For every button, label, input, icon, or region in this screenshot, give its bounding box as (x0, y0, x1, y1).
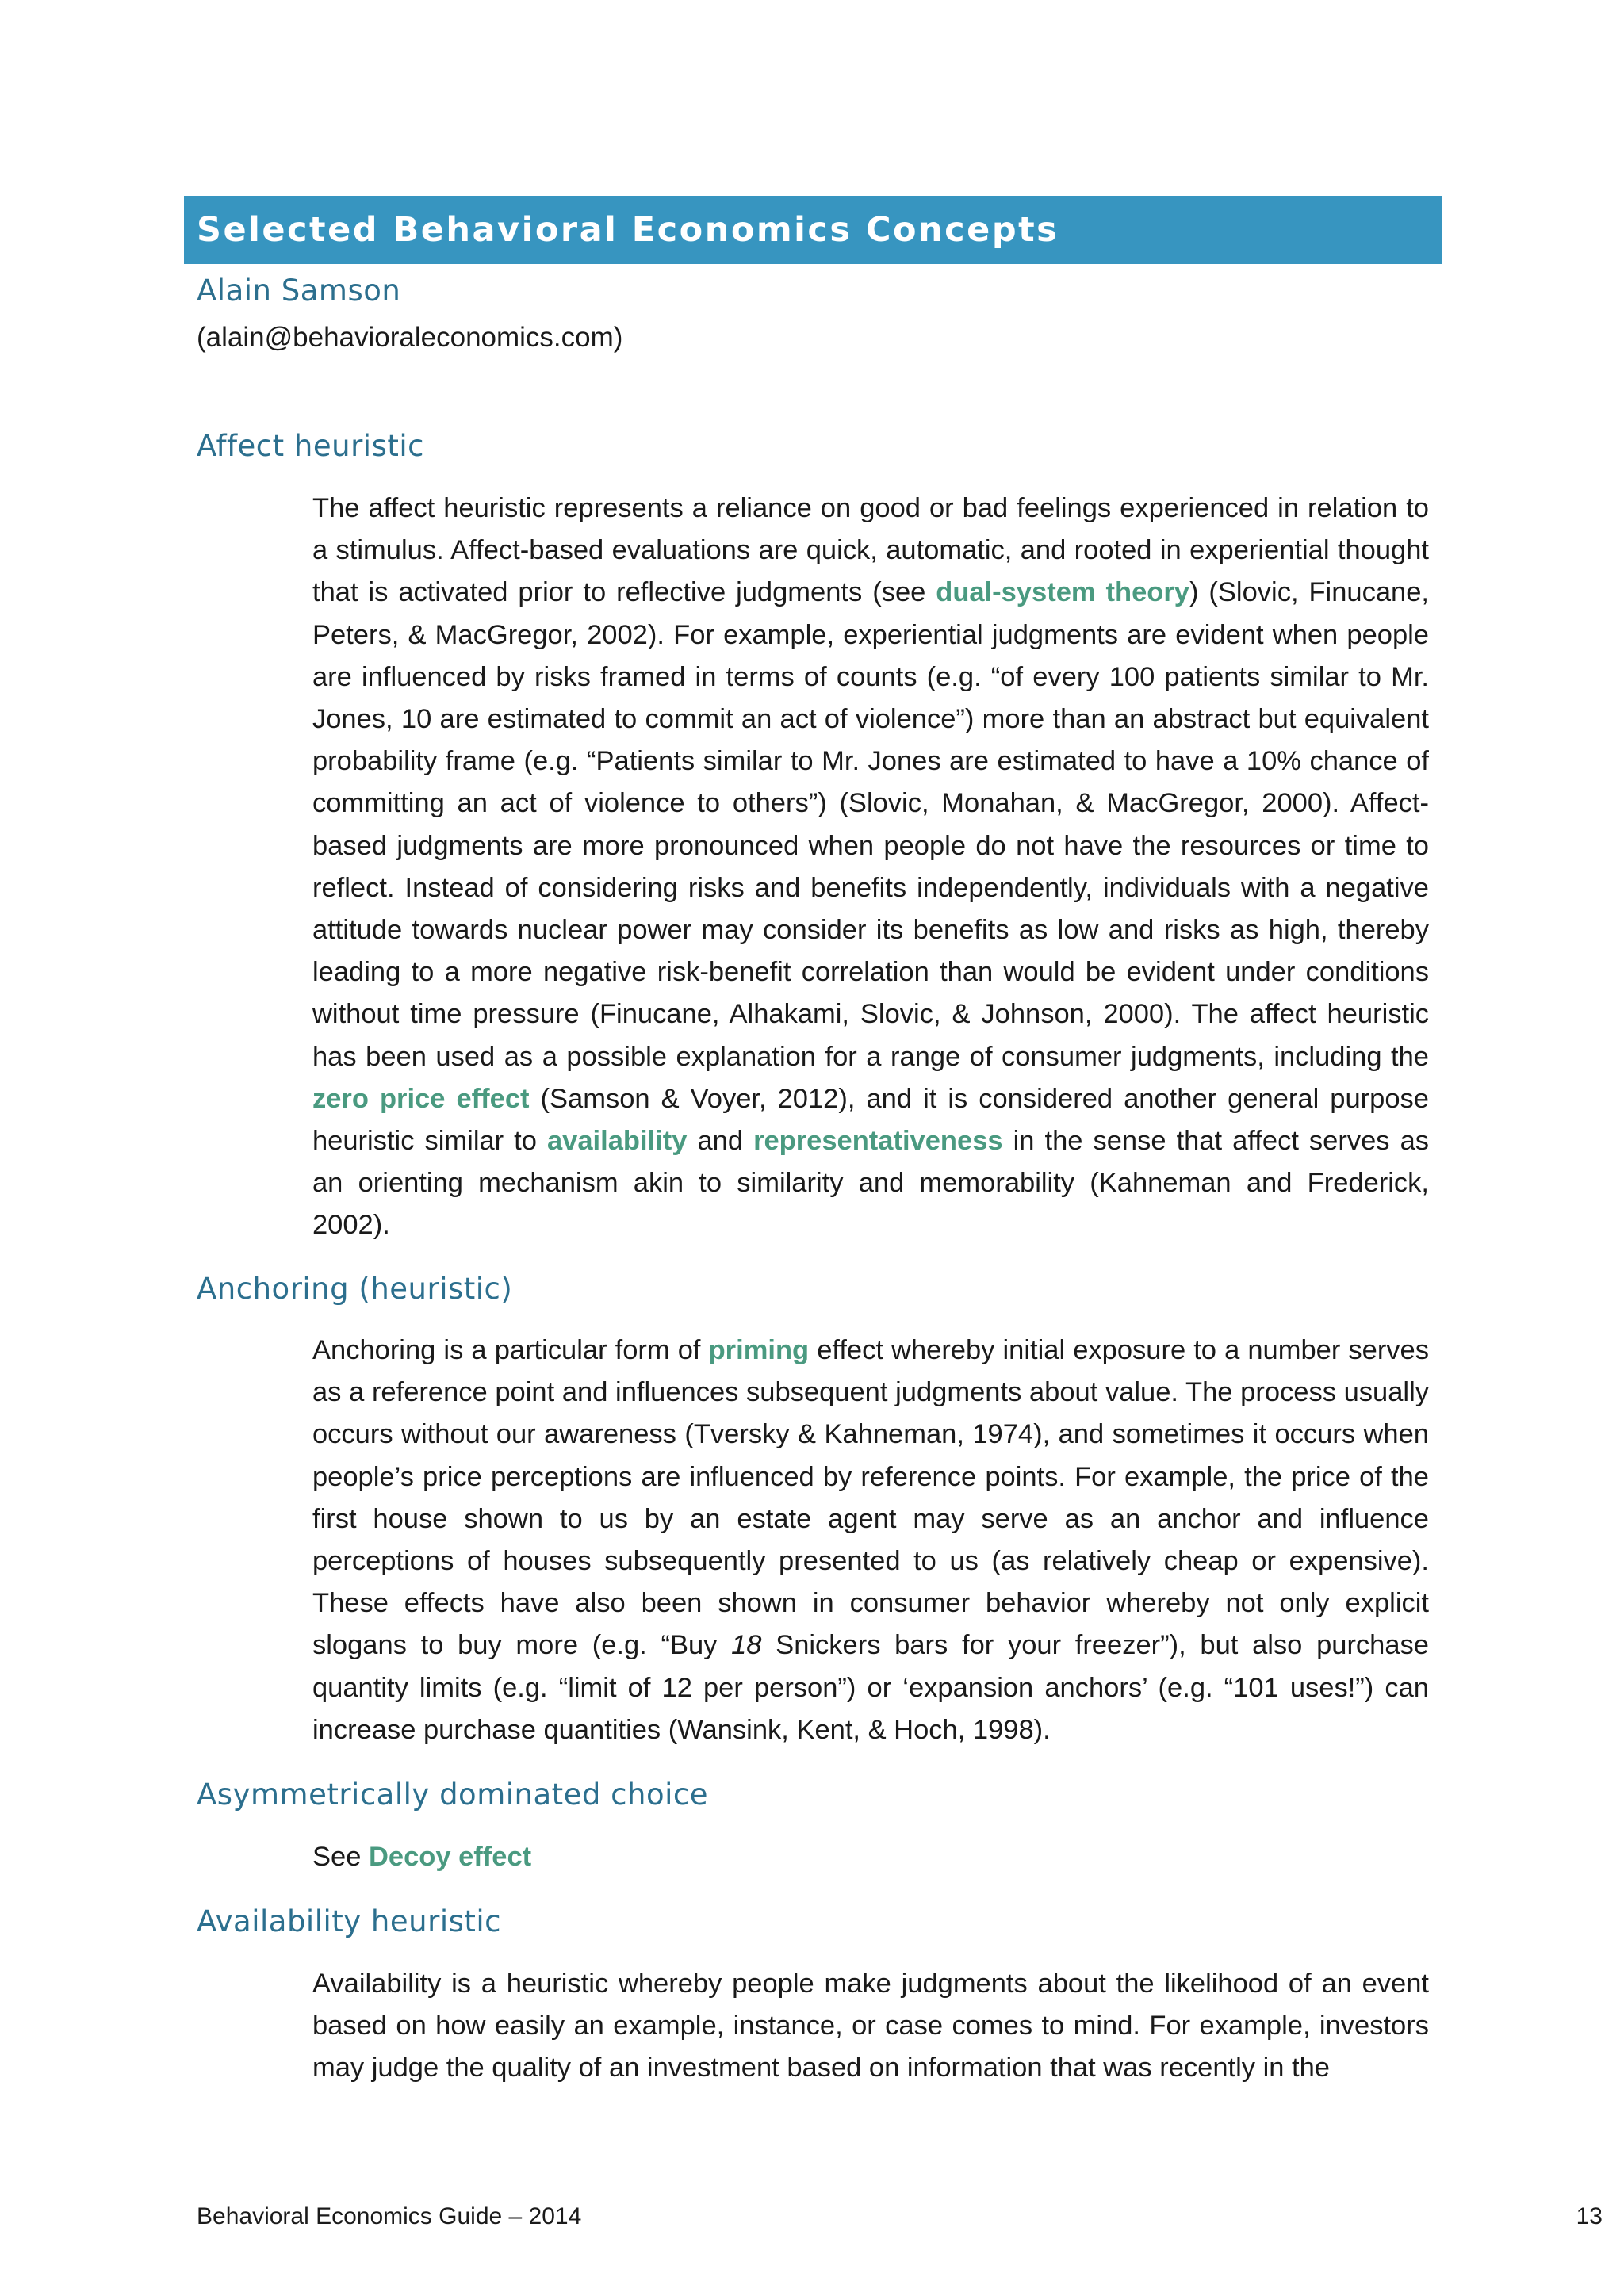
footer-guide-title: Behavioral Economics Guide – 2014 (197, 2203, 582, 2229)
page-number: 13 (1576, 2203, 1603, 2229)
text-run: See (312, 1842, 369, 1872)
link-representativeness[interactable]: representativeness (753, 1126, 1003, 1157)
link-dual-system-theory[interactable]: dual-system theory (936, 577, 1189, 608)
heading-anchoring: Anchoring (heuristic) (197, 1272, 513, 1306)
paragraph-affect-heuristic (312, 488, 1429, 1247)
paragraph-asymmetric (312, 1836, 1429, 1878)
page-title: Selected Behavioral Economics Concepts (197, 210, 1059, 250)
text-run: (Samson & Voyer, 2012), and it is considered another general purpose heuristic similar to (312, 1083, 1429, 1157)
text-run: and (687, 1126, 754, 1157)
text-run: Snickers bars for your freezer”), but also purchase quantity limits (e.g. “limit of 12 per person”) or ‘expansion anchors’ (e.g. “101 uses!”) can increase purchase quantities (Wansink, Kent, & Hoch, 1998). (312, 1630, 1429, 1745)
link-zero-price-effect[interactable]: zero price effect (312, 1083, 530, 1114)
text-run: The affect heuristic represents a reliance on good or bad feelings experienced in relation to a stimulus. Affect-based evaluations are quick, automatic, and rooted in experiential thought that is activated prior to reflective judgments (see (312, 493, 1429, 608)
title-banner (184, 196, 1442, 264)
text-run: Availability is a heuristic whereby people make judgments about the likelihood of an event based on how easily an example, instance, or case comes to mind. For example, investors may judge the quality of an investment based on information that was recently in the (312, 1969, 1429, 2084)
text-run: Anchoring is a particular form of (312, 1335, 709, 1365)
italic-number: 18 (731, 1630, 762, 1661)
text-run: in the sense that affect serves as an orienting mechanism akin to similarity and memorability (Kahneman and Frederick, 2002). (312, 1126, 1430, 1241)
author-email: (alain@behavioraleconomics.com) (197, 322, 623, 353)
paragraph-anchoring (312, 1330, 1429, 1751)
link-availability[interactable]: availability (547, 1126, 688, 1157)
heading-availability-heuristic: Availability heuristic (197, 1904, 501, 1938)
text-run: effect whereby initial exposure to a number serves as a reference point and influences subsequent judgments about value. The process usually occurs without our awareness (Tversky & Kahneman, 1974), and sometimes it occurs when people’s price perceptions are influenced by reference points. For example, the price of the first house shown to us by an estate agent may serve as an anchor and influence perceptions of houses subsequently presented to us (as relatively cheap or expensive). These effects have also been shown in consumer behavior whereby not only explicit slogans to buy more (e.g. “Buy (312, 1335, 1429, 1661)
heading-asymmetrically-dominated-choice: Asymmetrically dominated choice (197, 1777, 708, 1812)
heading-affect-heuristic: Affect heuristic (197, 429, 424, 463)
author-name: Alain Samson (197, 274, 401, 308)
link-priming[interactable]: priming (708, 1335, 810, 1365)
paragraph-availability (312, 1963, 1429, 2090)
link-decoy-effect[interactable]: Decoy effect (368, 1842, 532, 1872)
text-run: ) (Slovic, Finucane, Peters, & MacGregor, 2002). For example, experiential judgments are evident when people are influenced by risks framed in terms of counts (e.g. “of every 100 patients similar to Mr. Jones, 10 are estimated to commit an act of violence”) more than an abstract but equivalent probability frame (e.g. “Patients similar to Mr. Jones are estimated to have a 10% chance of committing an act of violence to others”) (Slovic, Monahan, & MacGregor, 2000). Affect-based judgments are more pronounced when people do not have the resources or time to reflect. Instead of considering risks and benefits independently, individuals with a negative attitude towards nuclear power may consider its benefits as low and risks as high, thereby leading to a more negative risk-benefit correlation than would be evident under conditions without time pressure (Finucane, Alhakami, Slovic, & Johnson, 2000). The affect heuristic has been used as a possible explanation for a range of consumer judgments, including the (312, 577, 1429, 1072)
